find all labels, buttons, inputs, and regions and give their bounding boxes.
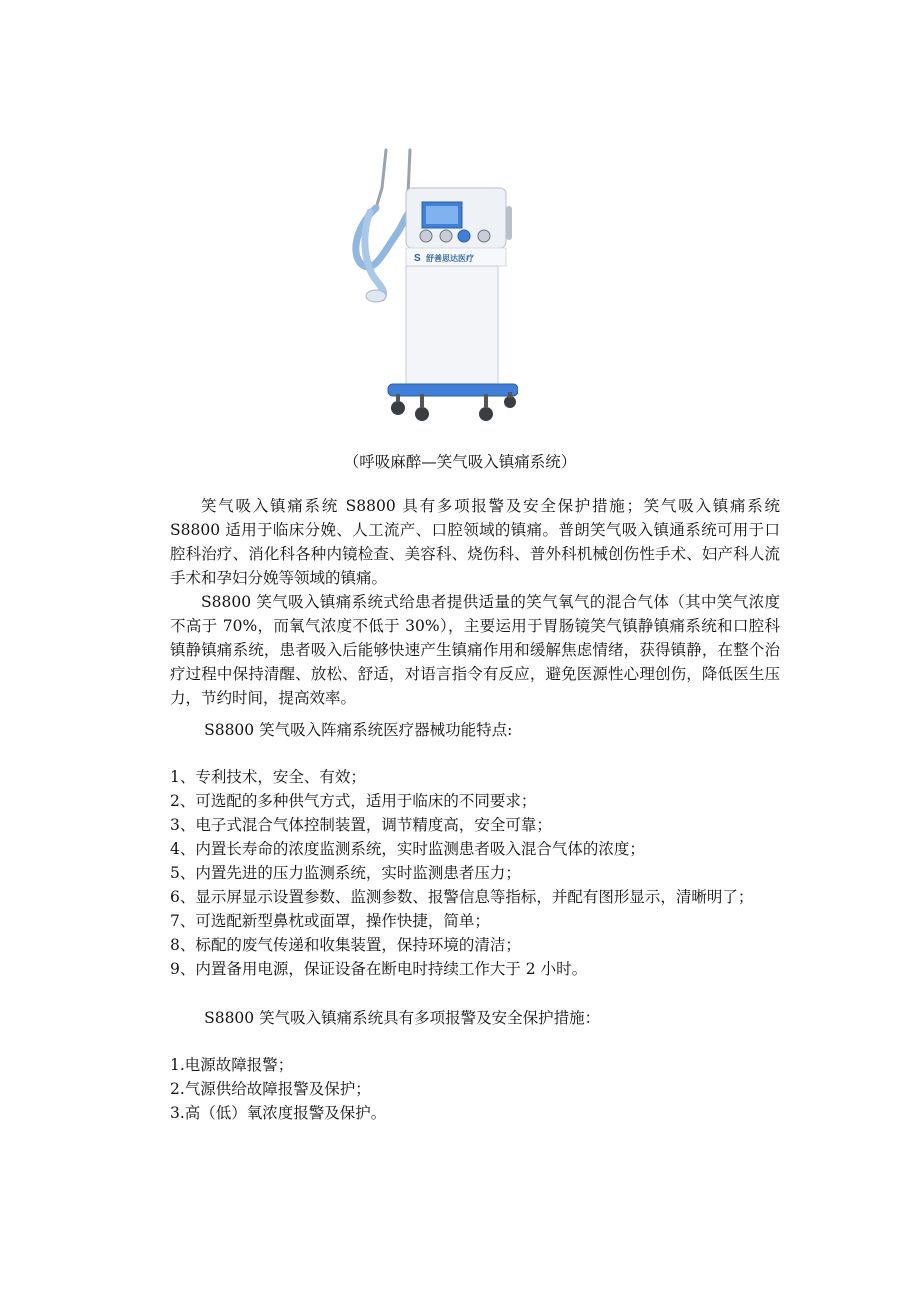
- feature-item: 5、内置先进的压力监测系统，实时监测患者压力；: [170, 864, 521, 882]
- figure-caption: （呼吸麻醉—笑气吸入镇痛系统）: [343, 453, 577, 471]
- intro-paragraph-1: 笑气吸入镇痛系统 S8800 具有多项报警及安全保护措施；笑气吸入镇痛系统 S8800 适用于临床分娩、人工流产、口腔领域的镇痛。普朗笑气吸入镇通系统可用于口腔科治疗、消化科各种内镜检查、美容科、烧伤科、普外科机械创伤性手术、妇产科人流手术和孕妇分娩等领域的镇痛。: [170, 497, 780, 587]
- features-list: [170, 765, 780, 981]
- intro-section: [170, 494, 780, 710]
- intro-paragraph-2: S8800 笑气吸入镇痛系统式给患者提供适量的笑气氧气的混合气体（其中笑气浓度不高于 70%，而氧气浓度不低于 30%），主要运用于胃肠镜笑气镇静镇痛系统和口腔科镇静镇痛系统，患者吸入后能够快速产生镇痛作用和缓解焦虑情绪，获得镇静，在整个治疗过程中保持清醒、放松、舒适，对语言指令有反应，避免医源性心理创伤，降低医生压力，节约时间，提高效率。: [170, 593, 780, 707]
- feature-item: 4、内置长寿命的浓度监测系统，实时监测患者吸入混合气体的浓度；: [170, 840, 645, 858]
- features-heading: S8800 笑气吸入阵痛系统医疗器械功能特点:: [204, 721, 513, 739]
- nitrous-oxide-device-illustration: [346, 148, 518, 438]
- safety-item: 1.电源故障报警；: [170, 1056, 294, 1074]
- features-heading-block: [170, 718, 780, 742]
- safety-section: [170, 1053, 780, 1125]
- feature-item: 3、电子式混合气体控制装置，调节精度高，安全可靠；: [170, 816, 552, 834]
- feature-item: 2、可选配的多种供气方式，适用于临床的不同要求；: [170, 792, 537, 810]
- feature-item: 9、内置备用电源，保证设备在断电时持续工作大于 2 小时。: [170, 960, 588, 978]
- safety-heading: S8800 笑气吸入镇痛系统具有多项报警及安全保护措施：: [204, 1009, 601, 1027]
- safety-item: 2.气源供给故障报警及保护；: [170, 1080, 371, 1098]
- safety-heading-block: [170, 1006, 780, 1030]
- feature-item: 7、可选配新型鼻枕或面罩，操作快捷，简单；: [170, 912, 490, 930]
- feature-item: 8、标配的废气传递和收集装置，保持环境的清洁；: [170, 936, 521, 954]
- device-logo-text: 舒善思达医疗: [426, 254, 474, 263]
- safety-list: [170, 1053, 780, 1125]
- feature-item: 6、显示屏显示设置参数、监测参数、报警信息等指标，并配有图形显示，清晰明了；: [170, 888, 754, 906]
- feature-item: 1、专利技术，安全、有效；: [170, 768, 366, 786]
- safety-item: 3.高（低）氧浓度报警及保护。: [170, 1104, 387, 1122]
- features-section: [170, 765, 780, 981]
- svg-text:S: S: [414, 253, 421, 264]
- device-photo: [346, 148, 518, 438]
